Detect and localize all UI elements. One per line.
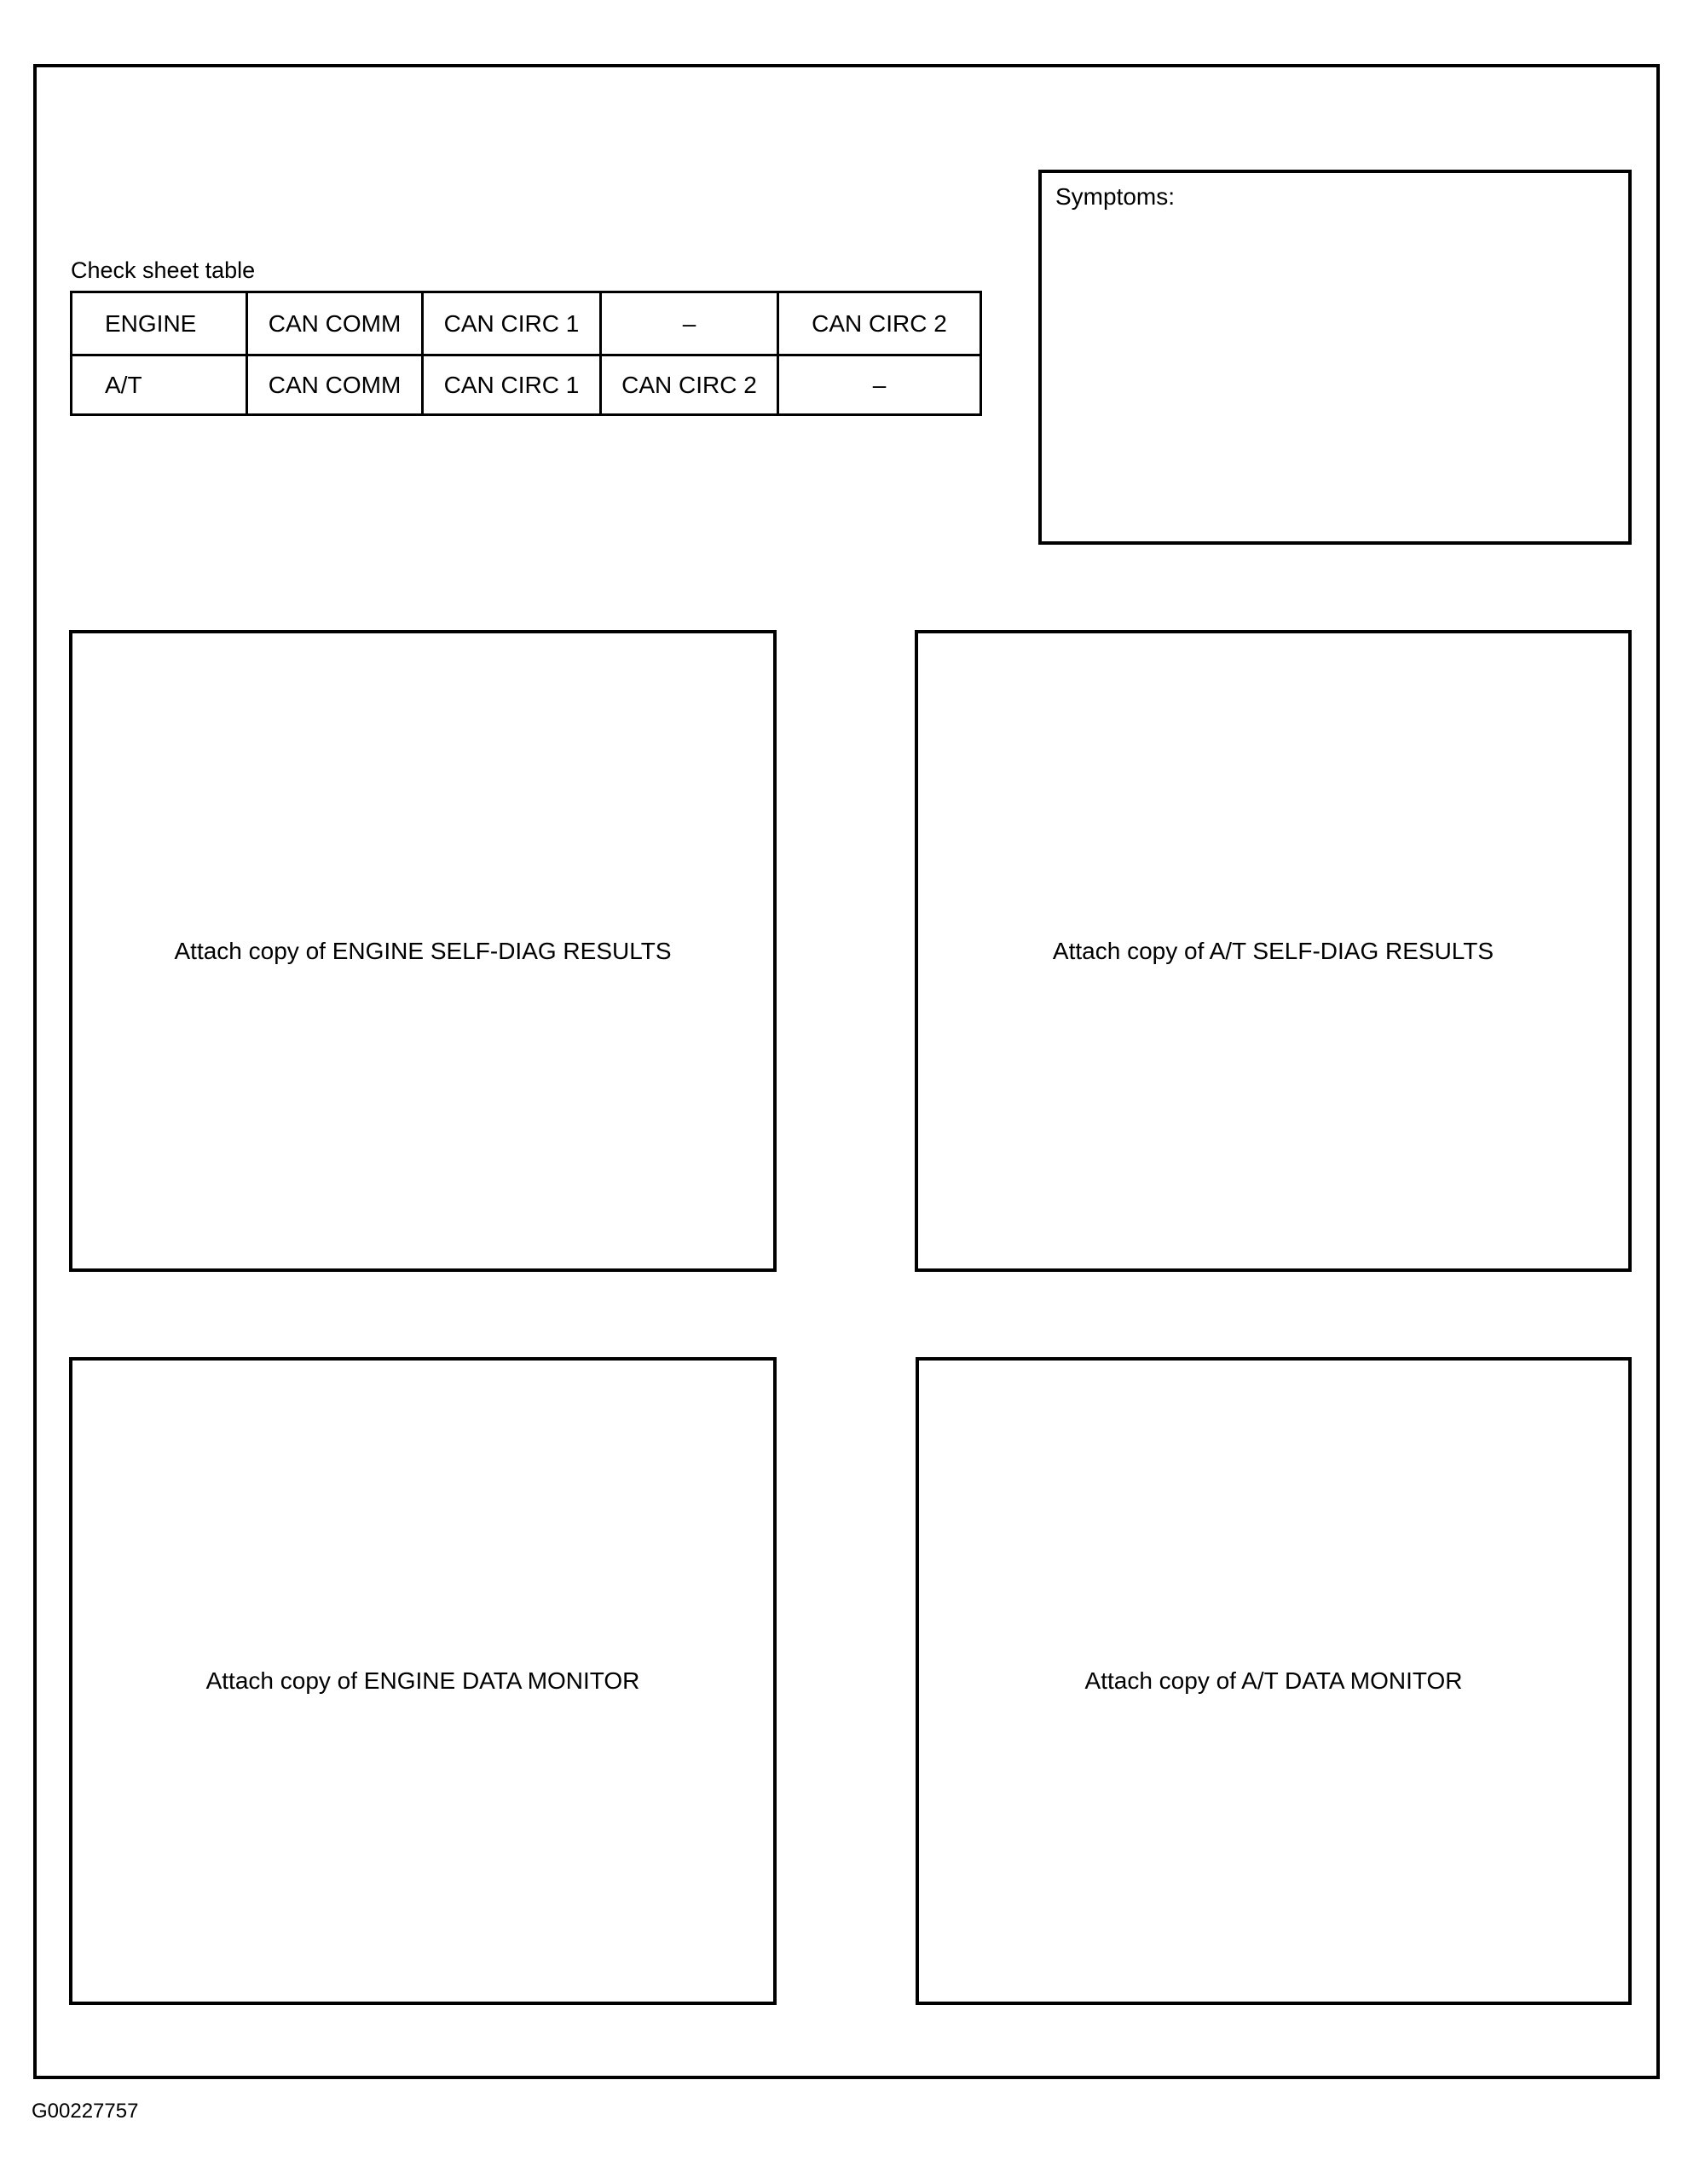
check-sheet-table bbox=[70, 291, 982, 416]
table-cell: – bbox=[601, 292, 778, 355]
symptoms-label: Symptoms: bbox=[1055, 183, 1176, 210]
table-row-at bbox=[72, 355, 981, 415]
table-cell: CAN CIRC 2 bbox=[601, 355, 778, 415]
table-cell: CAN COMM bbox=[247, 292, 423, 355]
engine-self-diag-box bbox=[69, 630, 777, 1272]
at-self-diag-box bbox=[915, 630, 1632, 1272]
at-self-diag-label: Attach copy of A/T SELF-DIAG RESULTS bbox=[1052, 937, 1494, 964]
table-cell: – bbox=[778, 355, 981, 415]
at-data-monitor-label: Attach copy of A/T DATA MONITOR bbox=[1084, 1667, 1463, 1694]
table-cell: ENGINE bbox=[72, 292, 247, 355]
at-data-monitor-box bbox=[916, 1357, 1632, 2005]
table-cell: CAN CIRC 1 bbox=[423, 292, 601, 355]
table-cell: A/T bbox=[72, 355, 247, 415]
engine-data-monitor-label: Attach copy of ENGINE DATA MONITOR bbox=[205, 1667, 640, 1694]
table-row-engine bbox=[72, 292, 981, 355]
figure-id: G00227757 bbox=[32, 2100, 139, 2123]
table-cell: CAN COMM bbox=[247, 355, 423, 415]
engine-self-diag-label: Attach copy of ENGINE SELF-DIAG RESULTS bbox=[174, 937, 672, 964]
table-cell: CAN CIRC 2 bbox=[778, 292, 981, 355]
symptoms-box bbox=[1038, 170, 1632, 545]
check-sheet-table-caption: Check sheet table bbox=[71, 257, 256, 283]
engine-data-monitor-box bbox=[69, 1357, 777, 2005]
table-cell: CAN CIRC 1 bbox=[423, 355, 601, 415]
